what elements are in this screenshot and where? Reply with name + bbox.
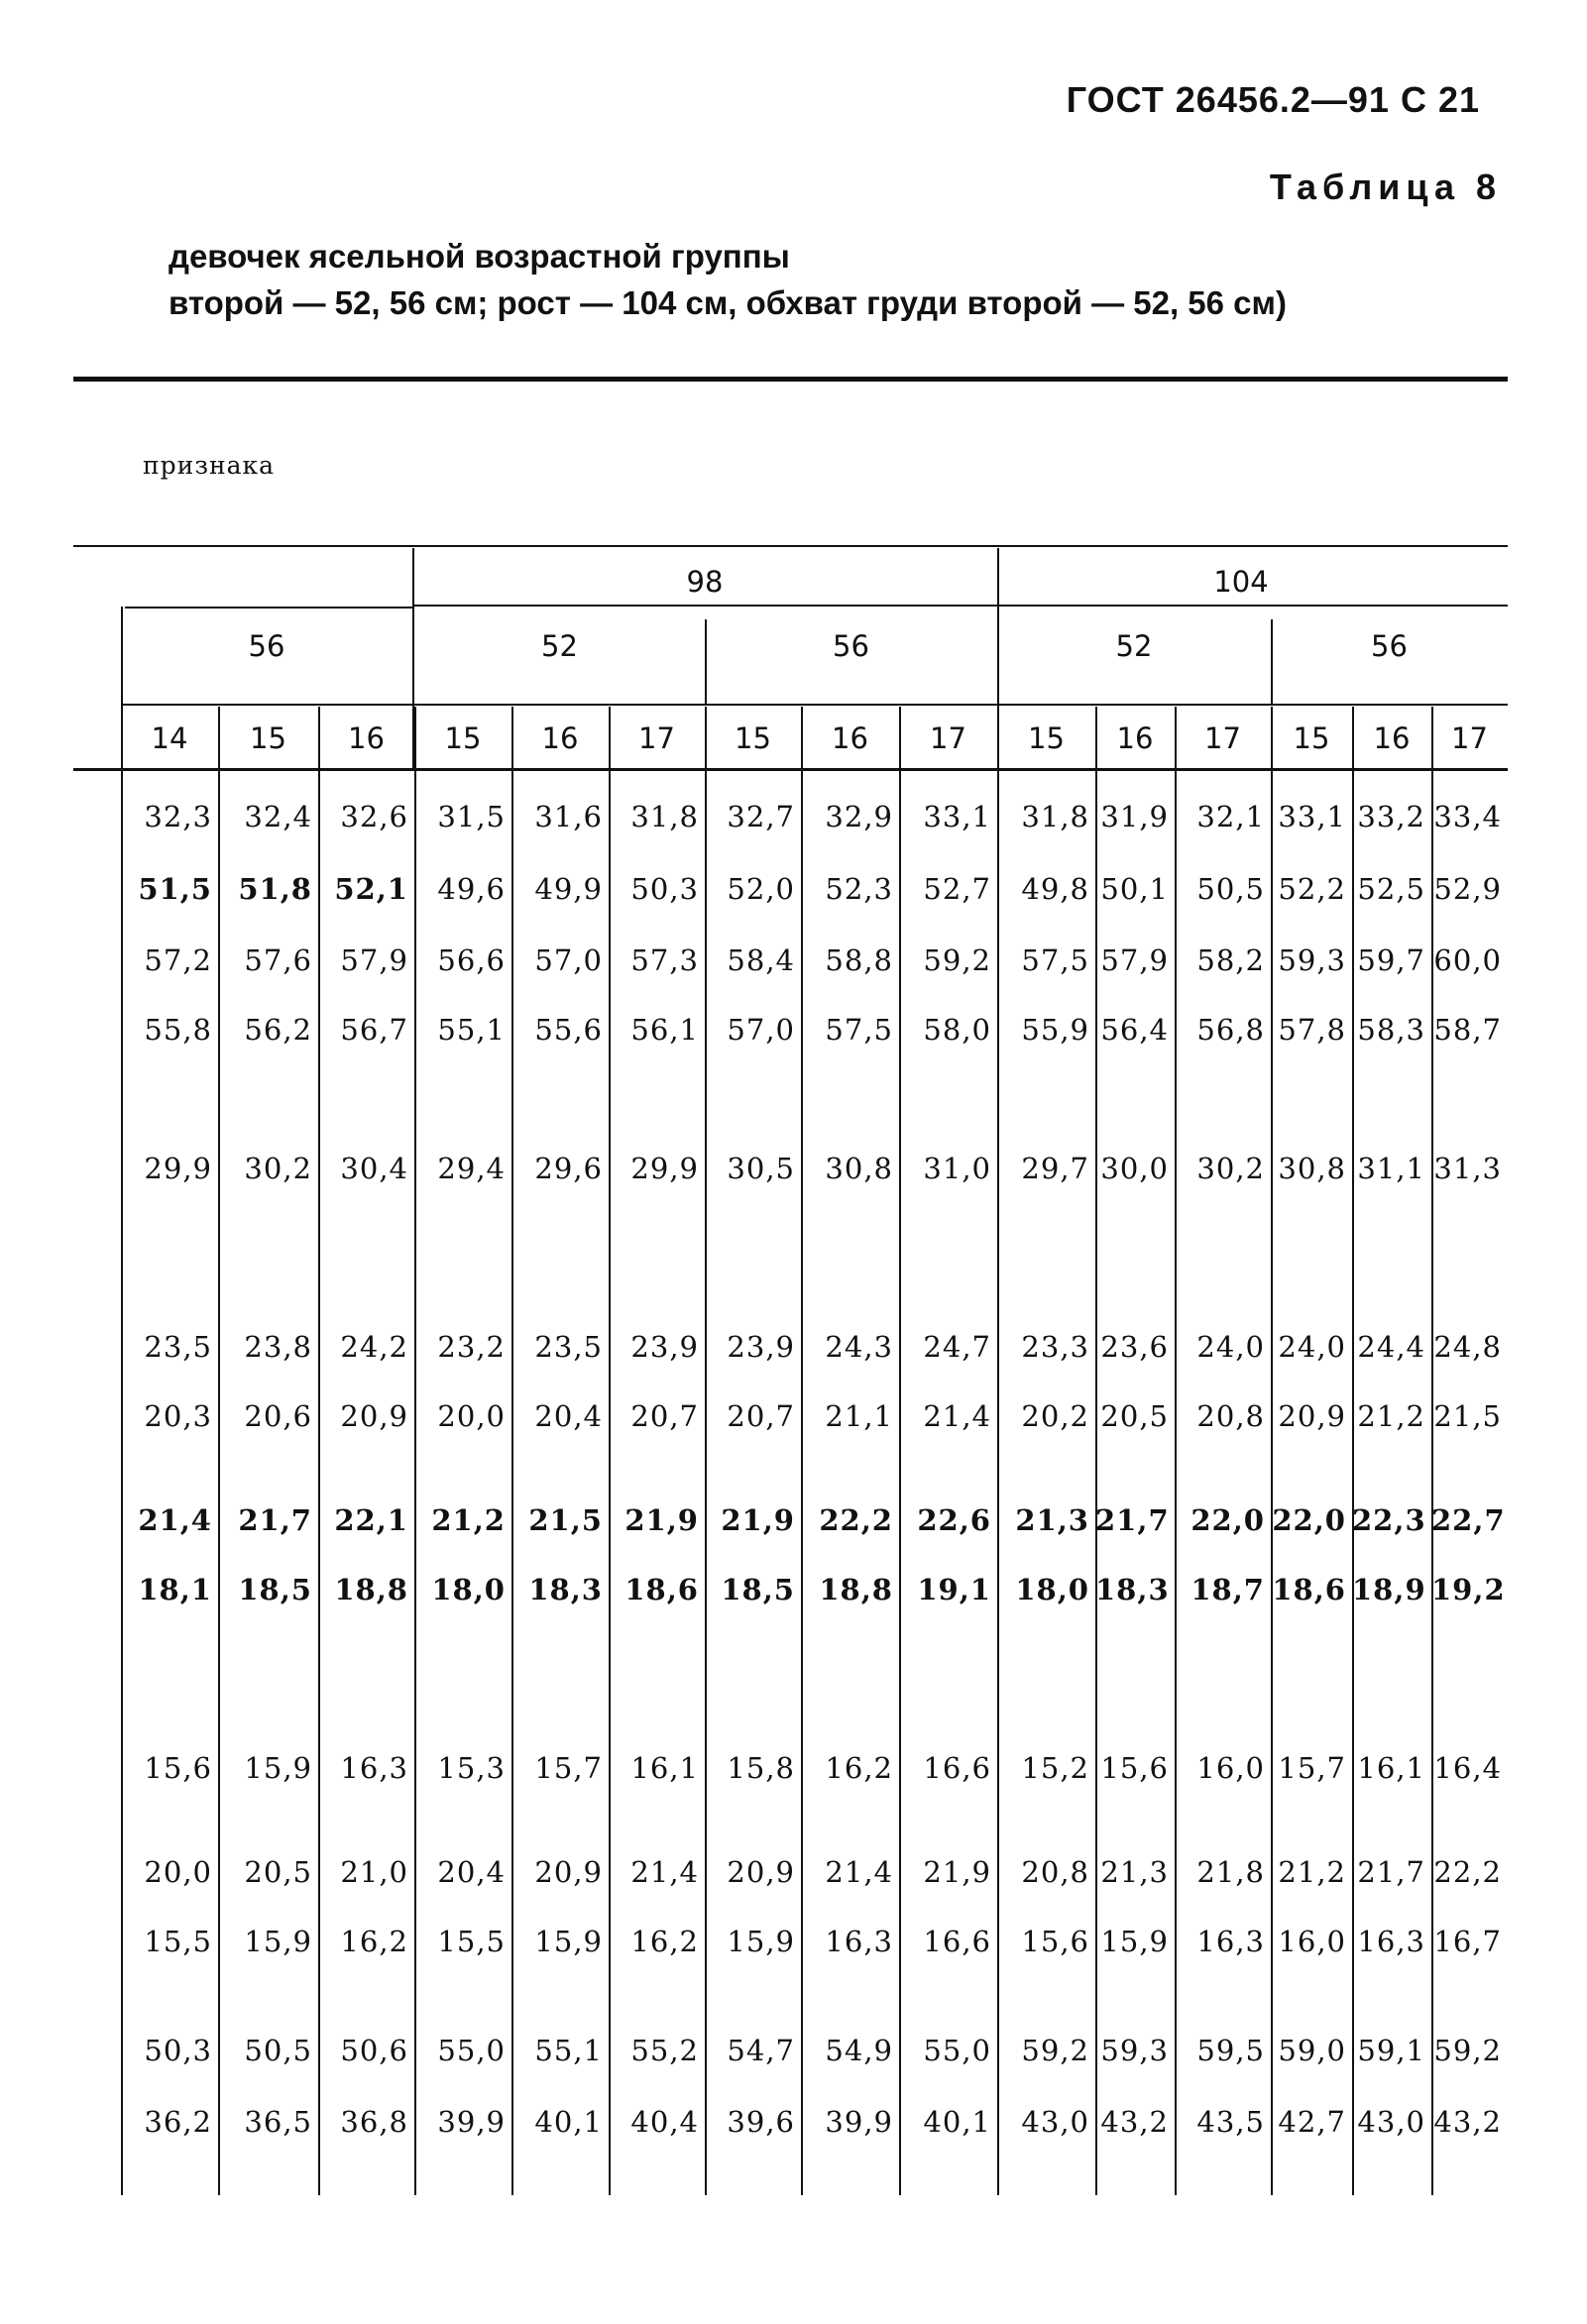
table-cell: 36,2 bbox=[144, 2105, 212, 2139]
table-cell: 31,8 bbox=[1021, 800, 1089, 833]
table-cell: 57,6 bbox=[244, 943, 312, 977]
table-cell: 31,1 bbox=[1357, 1152, 1425, 1185]
table-cell: 55,0 bbox=[437, 2034, 506, 2067]
table-cell: 22,7 bbox=[1431, 1503, 1506, 1537]
size-label: 15 bbox=[1293, 721, 1330, 755]
table-cell: 15,9 bbox=[534, 1925, 603, 1958]
table-cell: 59,2 bbox=[1433, 2034, 1502, 2067]
table-cell: 21,4 bbox=[923, 1399, 991, 1433]
table-cell: 40,1 bbox=[923, 2105, 991, 2139]
table-cell: 16,4 bbox=[1433, 1751, 1502, 1785]
table-cell: 57,2 bbox=[144, 943, 212, 977]
column-divider bbox=[511, 707, 513, 2195]
table-cell: 60,0 bbox=[1433, 943, 1502, 977]
table-cell: 16,3 bbox=[340, 1751, 408, 1785]
table-cell: 31,0 bbox=[923, 1152, 991, 1185]
table-cell: 29,9 bbox=[630, 1152, 699, 1185]
table-cell: 55,6 bbox=[534, 1013, 603, 1047]
table-cell: 16,2 bbox=[825, 1751, 893, 1785]
table-cell: 18,8 bbox=[334, 1573, 408, 1606]
column-divider bbox=[1175, 707, 1177, 2195]
table-cell: 21,7 bbox=[1357, 1855, 1425, 1889]
table-cell: 55,8 bbox=[144, 1013, 212, 1047]
table-cell: 23,8 bbox=[244, 1330, 312, 1364]
table-cell: 24,7 bbox=[923, 1330, 991, 1364]
column-divider bbox=[1431, 707, 1433, 2195]
table-cell: 55,0 bbox=[923, 2034, 991, 2067]
table-cell: 32,1 bbox=[1196, 800, 1265, 833]
table-cell: 56,6 bbox=[437, 943, 506, 977]
table-cell: 50,5 bbox=[1196, 872, 1265, 906]
size-label: 16 bbox=[541, 721, 579, 755]
size-label: 17 bbox=[1204, 721, 1241, 755]
table-cell: 57,3 bbox=[630, 943, 699, 977]
table-cell: 20,9 bbox=[534, 1855, 603, 1889]
table-cell: 16,2 bbox=[340, 1925, 408, 1958]
height-label: 104 bbox=[1213, 565, 1269, 599]
chest-label: 52 bbox=[541, 629, 578, 663]
table-cell: 58,8 bbox=[825, 943, 893, 977]
table-cell: 21,9 bbox=[721, 1503, 795, 1537]
table-cell: 32,3 bbox=[144, 800, 212, 833]
table-cell: 58,0 bbox=[923, 1013, 991, 1047]
size-label: 14 bbox=[151, 721, 188, 755]
table-cell: 20,4 bbox=[437, 1855, 506, 1889]
table-cell: 22,1 bbox=[334, 1503, 408, 1537]
table-cell: 54,7 bbox=[727, 2034, 795, 2067]
table-cell: 55,2 bbox=[630, 2034, 699, 2067]
table-cell: 30,8 bbox=[825, 1152, 893, 1185]
table-cell: 39,9 bbox=[825, 2105, 893, 2139]
table-cell: 56,7 bbox=[340, 1013, 408, 1047]
table-cell: 59,0 bbox=[1278, 2034, 1346, 2067]
table-cell: 15,6 bbox=[1100, 1751, 1169, 1785]
table-cell: 56,1 bbox=[630, 1013, 699, 1047]
table-cell: 32,7 bbox=[727, 800, 795, 833]
table-cell: 15,9 bbox=[1100, 1925, 1169, 1958]
table-cell: 20,0 bbox=[144, 1855, 212, 1889]
size-label: 16 bbox=[832, 721, 868, 755]
column-divider bbox=[121, 707, 123, 2195]
table-cell: 50,3 bbox=[144, 2034, 212, 2067]
table-cell: 33,2 bbox=[1357, 800, 1425, 833]
table-cell: 20,2 bbox=[1021, 1399, 1089, 1433]
table-cell: 20,9 bbox=[1278, 1399, 1346, 1433]
table-cell: 29,4 bbox=[437, 1152, 506, 1185]
table-cell: 20,9 bbox=[727, 1855, 795, 1889]
table-cell: 18,0 bbox=[431, 1573, 506, 1606]
size-label: 16 bbox=[1116, 721, 1154, 755]
table-cell: 57,5 bbox=[825, 1013, 893, 1047]
table-cell: 18,8 bbox=[819, 1573, 893, 1606]
table-cell: 56,8 bbox=[1196, 1013, 1265, 1047]
table-cell: 15,9 bbox=[244, 1751, 312, 1785]
table-cell: 33,1 bbox=[923, 800, 991, 833]
table-cell: 24,3 bbox=[825, 1330, 893, 1364]
table-cell: 24,0 bbox=[1278, 1330, 1346, 1364]
table-cell: 21,2 bbox=[1357, 1399, 1425, 1433]
size-label: 16 bbox=[1373, 721, 1411, 755]
table-cell: 59,3 bbox=[1278, 943, 1346, 977]
table-cell: 31,5 bbox=[437, 800, 506, 833]
table-cell: 16,3 bbox=[1357, 1925, 1425, 1958]
table-cell: 30,0 bbox=[1100, 1152, 1169, 1185]
table-cell: 24,2 bbox=[340, 1330, 408, 1364]
body-start-rule bbox=[73, 768, 1508, 771]
table-cell: 49,9 bbox=[534, 872, 603, 906]
table-cell: 18,3 bbox=[1095, 1573, 1170, 1606]
table-cell: 31,6 bbox=[534, 800, 603, 833]
table-cell: 49,8 bbox=[1021, 872, 1089, 906]
table-cell: 21,1 bbox=[825, 1399, 893, 1433]
table-cell: 19,1 bbox=[917, 1573, 991, 1606]
size-label: 15 bbox=[444, 721, 482, 755]
size-label: 17 bbox=[1451, 721, 1488, 755]
table-cell: 59,2 bbox=[923, 943, 991, 977]
size-label: 17 bbox=[638, 721, 675, 755]
table-cell: 29,9 bbox=[144, 1152, 212, 1185]
table-cell: 15,7 bbox=[534, 1751, 603, 1785]
table-cell: 30,5 bbox=[727, 1152, 795, 1185]
table-cell: 50,5 bbox=[244, 2034, 312, 2067]
column-note: признака bbox=[143, 451, 276, 480]
table-cell: 58,4 bbox=[727, 943, 795, 977]
size-label: 15 bbox=[735, 721, 771, 755]
table-cell: 23,9 bbox=[727, 1330, 795, 1364]
header-rule bbox=[73, 545, 1508, 547]
table-cell: 59,7 bbox=[1357, 943, 1425, 977]
column-divider bbox=[1271, 707, 1273, 2195]
table-cell: 21,0 bbox=[340, 1855, 408, 1889]
table-cell: 43,2 bbox=[1100, 2105, 1169, 2139]
table-cell: 15,6 bbox=[1021, 1925, 1089, 1958]
table-title-line-1: девочек ясельной возрастной группы bbox=[169, 238, 790, 275]
table-cell: 51,5 bbox=[138, 872, 212, 906]
table-cell: 16,3 bbox=[825, 1925, 893, 1958]
table-cell: 18,1 bbox=[138, 1573, 212, 1606]
table-cell: 16,3 bbox=[1196, 1925, 1265, 1958]
table-cell: 20,0 bbox=[437, 1399, 506, 1433]
table-cell: 21,5 bbox=[1433, 1399, 1502, 1433]
table-cell: 22,3 bbox=[1352, 1503, 1426, 1537]
table-cell: 22,0 bbox=[1272, 1503, 1346, 1537]
table-cell: 56,2 bbox=[244, 1013, 312, 1047]
table-cell: 59,3 bbox=[1100, 2034, 1169, 2067]
table-cell: 20,8 bbox=[1021, 1855, 1089, 1889]
table-cell: 31,3 bbox=[1433, 1152, 1502, 1185]
table-cell: 18,5 bbox=[721, 1573, 795, 1606]
table-cell: 23,9 bbox=[630, 1330, 699, 1364]
table-cell: 50,1 bbox=[1100, 872, 1169, 906]
table-cell: 30,2 bbox=[1196, 1152, 1265, 1185]
table-cell: 30,2 bbox=[244, 1152, 312, 1185]
table-cell: 52,5 bbox=[1357, 872, 1425, 906]
table-cell: 19,2 bbox=[1431, 1573, 1506, 1606]
table-cell: 21,3 bbox=[1015, 1503, 1089, 1537]
table-cell: 40,1 bbox=[534, 2105, 603, 2139]
table-cell: 22,2 bbox=[819, 1503, 893, 1537]
table-cell: 23,5 bbox=[144, 1330, 212, 1364]
table-cell: 18,6 bbox=[1272, 1573, 1346, 1606]
table-cell: 16,2 bbox=[630, 1925, 699, 1958]
table-cell: 18,3 bbox=[528, 1573, 603, 1606]
table-cell: 23,5 bbox=[534, 1330, 603, 1364]
table-cell: 43,0 bbox=[1021, 2105, 1089, 2139]
table-cell: 20,5 bbox=[1100, 1399, 1169, 1433]
column-divider bbox=[218, 707, 220, 2195]
table-cell: 30,8 bbox=[1278, 1152, 1346, 1185]
table-cell: 52,1 bbox=[334, 872, 408, 906]
table-cell: 32,4 bbox=[244, 800, 312, 833]
table-cell: 16,1 bbox=[1357, 1751, 1425, 1785]
size-label: 17 bbox=[930, 721, 966, 755]
table-cell: 18,5 bbox=[238, 1573, 312, 1606]
table-cell: 18,9 bbox=[1352, 1573, 1426, 1606]
table-label: Таблица 8 bbox=[1269, 166, 1502, 207]
table-cell: 23,6 bbox=[1100, 1330, 1169, 1364]
table-cell: 55,9 bbox=[1021, 1013, 1089, 1047]
table-cell: 52,7 bbox=[923, 872, 991, 906]
size-label: 15 bbox=[1028, 721, 1065, 755]
table-cell: 51,8 bbox=[238, 872, 312, 906]
table-title-line-2: второй — 52, 56 см; рост — 104 см, обхват груди второй — 52, 56 см) bbox=[169, 284, 1287, 321]
table-cell: 20,5 bbox=[244, 1855, 312, 1889]
table-cell: 21,2 bbox=[431, 1503, 506, 1537]
table-cell: 36,8 bbox=[340, 2105, 408, 2139]
table-cell: 32,6 bbox=[340, 800, 408, 833]
size-label: 16 bbox=[348, 721, 385, 755]
table-cell: 52,2 bbox=[1278, 872, 1346, 906]
table-cell: 39,9 bbox=[437, 2105, 506, 2139]
table-cell: 24,8 bbox=[1433, 1330, 1502, 1364]
chest-label: 56 bbox=[1371, 629, 1408, 663]
table-cell: 55,1 bbox=[534, 2034, 603, 2067]
table-cell: 55,1 bbox=[437, 1013, 506, 1047]
table-cell: 22,2 bbox=[1433, 1855, 1502, 1889]
table-cell: 21,3 bbox=[1100, 1855, 1169, 1889]
table-cell: 58,7 bbox=[1433, 1013, 1502, 1047]
table-cell: 59,5 bbox=[1196, 2034, 1265, 2067]
table-cell: 36,5 bbox=[244, 2105, 312, 2139]
table-cell: 20,8 bbox=[1196, 1399, 1265, 1433]
height-label: 98 bbox=[686, 565, 724, 599]
column-divider bbox=[801, 707, 803, 2195]
table-cell: 57,0 bbox=[534, 943, 603, 977]
table-cell: 57,9 bbox=[340, 943, 408, 977]
table-cell: 50,6 bbox=[340, 2034, 408, 2067]
table-cell: 21,9 bbox=[923, 1855, 991, 1889]
table-cell: 29,7 bbox=[1021, 1152, 1089, 1185]
table-cell: 49,6 bbox=[437, 872, 506, 906]
table-cell: 52,9 bbox=[1433, 872, 1502, 906]
table-cell: 33,4 bbox=[1433, 800, 1502, 833]
table-cell: 57,8 bbox=[1278, 1013, 1346, 1047]
table-cell: 15,5 bbox=[437, 1925, 506, 1958]
table-cell: 15,6 bbox=[144, 1751, 212, 1785]
table-cell: 16,0 bbox=[1196, 1751, 1265, 1785]
table-cell: 24,0 bbox=[1196, 1330, 1265, 1364]
table-cell: 23,2 bbox=[437, 1330, 506, 1364]
table-cell: 20,7 bbox=[630, 1399, 699, 1433]
chest-label: 56 bbox=[833, 629, 869, 663]
table-cell: 20,7 bbox=[727, 1399, 795, 1433]
table-cell: 58,3 bbox=[1357, 1013, 1425, 1047]
table-cell: 15,2 bbox=[1021, 1751, 1089, 1785]
table-cell: 21,5 bbox=[528, 1503, 603, 1537]
table-cell: 43,2 bbox=[1433, 2105, 1502, 2139]
table-cell: 20,3 bbox=[144, 1399, 212, 1433]
table-cell: 18,7 bbox=[1190, 1573, 1265, 1606]
table-cell: 21,4 bbox=[825, 1855, 893, 1889]
table-cell: 23,3 bbox=[1021, 1330, 1089, 1364]
table-cell: 57,5 bbox=[1021, 943, 1089, 977]
table-cell: 24,4 bbox=[1357, 1330, 1425, 1364]
table-cell: 16,7 bbox=[1433, 1925, 1502, 1958]
column-divider bbox=[1352, 707, 1354, 2195]
table-cell: 31,9 bbox=[1100, 800, 1169, 833]
column-divider bbox=[997, 707, 999, 2195]
left-group-rule bbox=[125, 607, 412, 609]
table-cell: 43,5 bbox=[1196, 2105, 1265, 2139]
table-cell: 31,8 bbox=[630, 800, 699, 833]
table-cell: 15,9 bbox=[244, 1925, 312, 1958]
table-cell: 21,8 bbox=[1196, 1855, 1265, 1889]
column-divider bbox=[609, 707, 611, 2195]
column-divider bbox=[1095, 707, 1097, 2195]
table-cell: 20,6 bbox=[244, 1399, 312, 1433]
table-cell: 15,9 bbox=[727, 1925, 795, 1958]
table-cell: 54,9 bbox=[825, 2034, 893, 2067]
table-cell: 18,0 bbox=[1015, 1573, 1089, 1606]
table-cell: 21,9 bbox=[624, 1503, 699, 1537]
table-cell: 22,6 bbox=[917, 1503, 991, 1537]
table-cell: 16,1 bbox=[630, 1751, 699, 1785]
top-thick-rule bbox=[73, 377, 1508, 382]
table-cell: 29,6 bbox=[534, 1152, 603, 1185]
column-divider bbox=[318, 707, 320, 2195]
table-cell: 21,7 bbox=[238, 1503, 312, 1537]
table-cell: 40,4 bbox=[630, 2105, 699, 2139]
height-group-rule bbox=[414, 605, 1508, 607]
table-cell: 39,6 bbox=[727, 2105, 795, 2139]
table-cell: 59,2 bbox=[1021, 2034, 1089, 2067]
table-cell: 15,8 bbox=[727, 1751, 795, 1785]
table-cell: 32,9 bbox=[825, 800, 893, 833]
chest-label: 56 bbox=[248, 629, 285, 663]
column-divider bbox=[705, 707, 707, 2195]
table-cell: 16,0 bbox=[1278, 1925, 1346, 1958]
table-cell: 20,4 bbox=[534, 1399, 603, 1433]
document-code: ГОСТ 26456.2—91 С 21 bbox=[1066, 79, 1480, 120]
chest-label: 52 bbox=[1115, 629, 1153, 663]
column-divider bbox=[414, 707, 416, 2195]
column-divider bbox=[899, 707, 901, 2195]
table-cell: 50,3 bbox=[630, 872, 699, 906]
table-cell: 52,3 bbox=[825, 872, 893, 906]
table-cell: 21,2 bbox=[1278, 1855, 1346, 1889]
table-cell: 30,4 bbox=[340, 1152, 408, 1185]
table-cell: 57,9 bbox=[1100, 943, 1169, 977]
table-cell: 16,6 bbox=[923, 1925, 991, 1958]
table-cell: 43,0 bbox=[1357, 2105, 1425, 2139]
table-cell: 33,1 bbox=[1278, 800, 1346, 833]
table-cell: 57,0 bbox=[727, 1013, 795, 1047]
size-label: 15 bbox=[250, 721, 286, 755]
table-cell: 21,4 bbox=[138, 1503, 212, 1537]
table-cell: 16,6 bbox=[923, 1751, 991, 1785]
table-cell: 56,4 bbox=[1100, 1013, 1169, 1047]
table-cell: 20,9 bbox=[340, 1399, 408, 1433]
table-cell: 52,0 bbox=[727, 872, 795, 906]
chest-group-rule bbox=[121, 704, 1508, 706]
table-cell: 15,5 bbox=[144, 1925, 212, 1958]
table-cell: 21,7 bbox=[1095, 1503, 1170, 1537]
table-cell: 22,0 bbox=[1190, 1503, 1265, 1537]
table-cell: 42,7 bbox=[1278, 2105, 1346, 2139]
table-cell: 18,6 bbox=[624, 1573, 699, 1606]
table-cell: 59,1 bbox=[1357, 2034, 1425, 2067]
table-cell: 15,7 bbox=[1278, 1751, 1346, 1785]
table-cell: 21,4 bbox=[630, 1855, 699, 1889]
table-cell: 15,3 bbox=[437, 1751, 506, 1785]
table-cell: 58,2 bbox=[1196, 943, 1265, 977]
